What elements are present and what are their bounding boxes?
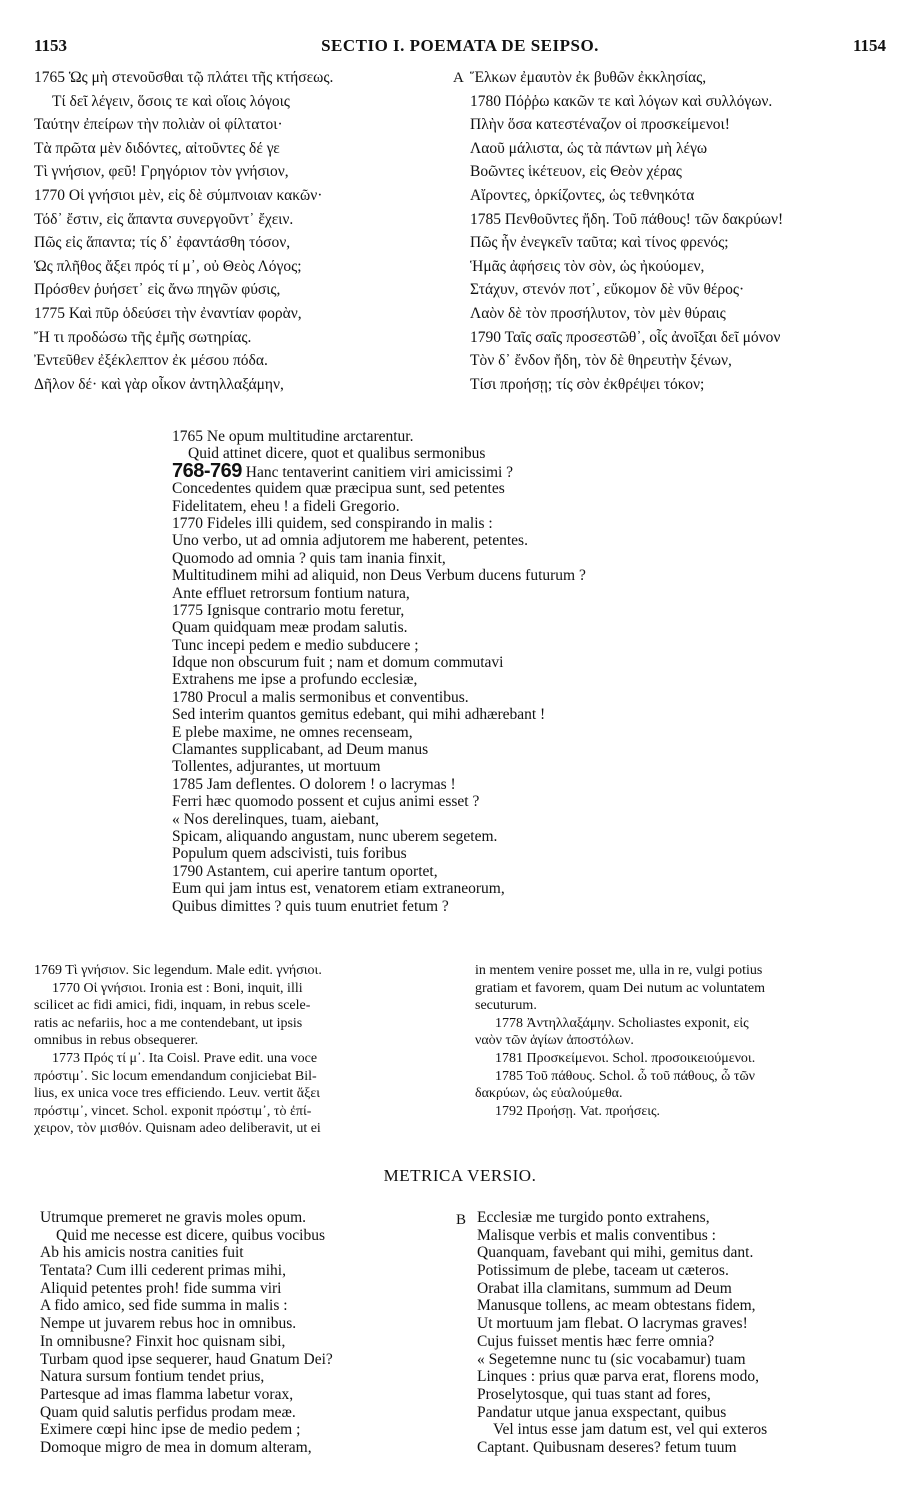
verse-line: 1765 Ne opum multitudine arctarentur. [172, 428, 414, 445]
greek-verse-line: Πῶς εἰς ἅπαντα; τίς δ᾽ ἐφαντάσθη τόσον, [34, 234, 291, 252]
verse-line: « Nos derelinques, tuam, aiebant, [172, 810, 380, 828]
footnote-line: χειρον, τὸν μισθόν. Quisnam adeo deliberavit, ut ei [34, 1121, 321, 1137]
greek-text-column-left [34, 66, 454, 396]
verse-line: Cujus fuisset mentis hæc ferre omnia? [477, 1332, 715, 1350]
greek-verse-line: Τίσι προήσῃ; τίς σὸν ἐκθρέψει τόκον; [470, 375, 705, 393]
verse-line: 1770 Fideles illi quidem, sed conspirando in malis : [172, 514, 493, 532]
verse-line: Tunc incepi pedem e medio subducere ; [172, 636, 419, 654]
verse-line: Natura sursum fontium tendet prius, [40, 1368, 265, 1386]
column-marker-b: B [456, 1212, 467, 1228]
verse-line: Proselytosque, qui tuas stant ad fores, [477, 1385, 711, 1403]
verse-line: Quanquam, favebant qui mihi, gemitus dant. [477, 1244, 754, 1262]
footnote-line: 1773 Πρός τί μ᾽. Ita Coisl. Prave edit. una voce [52, 1050, 318, 1066]
page-number-right: 1154 [852, 36, 886, 55]
verse-line: Nempe ut juvarem rebus hoc in omnibus. [40, 1315, 297, 1333]
verse-line: Eximere cœpi hinc ipse de medio pedem ; [40, 1421, 301, 1439]
verse-line: Tentata? Cum illi cederent primas mihi, [40, 1262, 286, 1280]
footnote-line: lius, ex unica voce tres efficiendo. Leuv. vertit ἄξει [34, 1086, 321, 1102]
footnote-line: scilicet ac fidi amici, fidi, inquam, in rebus scele- [34, 998, 311, 1014]
latin-prose-translation [172, 428, 772, 915]
metrical-version-column-right [477, 1209, 897, 1457]
greek-verse-line: Αἴροντες, ὁρκίζοντες, ὡς τεθνηκότα [470, 186, 695, 204]
footnote-line: ratis ac nefariis, hoc a me contendebant, ut ipsis [34, 1015, 303, 1031]
verse-line: Tollentes, adjurantes, ut mortuum [172, 758, 381, 776]
verse-line: Ante effluet retrorsum fontium natura, [172, 584, 410, 602]
greek-text-column-right [470, 66, 890, 396]
footnote-line: 1781 Προσκείμενοι. Schol. προσοικειούμενοι. [495, 1050, 756, 1066]
verse-line: Potissimum de plebe, taceam ut cæteros. [477, 1262, 729, 1280]
footnote-line: omnibus in rebus obsequerer. [34, 1033, 199, 1049]
verse-line: Aliquid petentes proh! fide summa viri [40, 1279, 282, 1297]
footnote-line: πρόστιμ᾽, vincet. Schol. exponit πρόστιμ᾽, τὸ ἐπί- [34, 1103, 312, 1119]
footnote-line: secuturum. [475, 998, 537, 1014]
verse-line: 1785 Jam deflentes. O dolorem ! o lacrymas ! [172, 775, 456, 793]
verse-line: 1780 Procul a malis sermonibus et conventibus. [172, 688, 469, 706]
greek-verse-line: 1785 Πενθοῦντες ἤδη. Τοῦ πάθους! τῶν δακρύων! [470, 210, 784, 228]
greek-verse-line: Στάχυν, στενόν ποτ᾽, εὔκομον δὲ νῦν θέρος· [470, 281, 745, 299]
greek-verse-line: Τὸν δ᾽ ἔνδον ἤδη, τὸν δὲ θηρευτὴν ξένων, [470, 352, 732, 370]
verse-line: Ut mortuum jam flebat. O lacrymas graves! [477, 1315, 748, 1333]
verse-line: Ab his amicis nostra canities fuit [40, 1244, 244, 1262]
greek-verse-line: Πρόσθεν ῥυήσετ᾽ εἰς ἄνω πηγῶν φύσις, [34, 281, 281, 299]
greek-verse-line: Τόδ᾽ ἔστιν, εἰς ἅπαντα συνεργοῦντ᾽ ἔχειν. [34, 210, 294, 228]
verse-line: Uno verbo, ut ad omnia adjutorem me haberent, petentes. [172, 532, 528, 550]
footnote-line: πρόστιμ᾽. Sic locum emendandum conjiciebat Bil- [34, 1068, 317, 1084]
footnote-line: δακρύων, ὡς εὐαλούμεθα. [475, 1086, 623, 1102]
metrical-version-column-left [40, 1209, 460, 1457]
greek-verse-line: Πῶς ἦν ἐνεγκεῖν ταῦτα; καὶ τίνος φρενός; [470, 234, 729, 252]
footnotes-column-left [34, 962, 454, 1138]
greek-verse-line: Ἐντεῦθεν ἐξέκλεπτον ἐκ μέσου πόδα. [34, 352, 268, 370]
greek-verse-line: Ὡς πλῆθος ἄξει πρός τί μ᾽, οὐ Θεὸς Λόγος; [34, 257, 302, 275]
verse-line: Concedentes quidem quæ præcipua sunt, sed petentes [172, 480, 505, 498]
verse-line: Idque non obscurum fuit ; nam et domum commutavi [172, 654, 504, 672]
verse-line: Quid attinet dicere, quot et qualibus sermonibus [188, 445, 486, 463]
footnote-line: gratiam et favorem, quam Dei nutum ac voluntatem [475, 980, 766, 996]
verse-line: Turbam quod ipse sequerer, haud Gnatum Dei? [40, 1350, 333, 1368]
greek-verse-line: Ἕλκων ἐμαυτὸν ἐκ βυθῶν ἐκκλησίας, [470, 69, 707, 86]
verse-line: Pandatur utque janua exspectant, quibus [477, 1403, 727, 1421]
verse-line: Multitudinem mihi ad aliquid, non Deus Verbum ducens futurum ? [172, 567, 586, 585]
verse-line: Linques : prius quæ parva erat, florens modo, [477, 1368, 759, 1386]
greek-verse-line: Ἡμᾶς ἀφήσεις τὸν σὸν, ὡς ἠκούομεν, [470, 257, 705, 275]
verse-line: Quam quidquam meæ prodam salutis. [172, 619, 408, 637]
verse-line: Orabat illa clamitans, summum ad Deum [477, 1279, 732, 1297]
verse-line: 1790 Astantem, cui aperire tantum oportet, [172, 862, 438, 880]
greek-verse-line: Ἤ τι προδώσω τῆς ἐμῆς σωτηρίας. [34, 328, 252, 346]
verse-line: Malisque verbis et malis conventibus : [477, 1226, 716, 1244]
column-marker-a: A [453, 70, 464, 86]
page-header [34, 36, 886, 58]
greek-verse-line: 1790 Ταῖς σαῖς προσεστῶθ᾽, οἷς ἀνοῖξαι δεῖ μόνον [470, 328, 781, 346]
verse-line: Quid me necesse est dicere, quibus vocibus [56, 1226, 326, 1244]
verse-line: Quam quid salutis perfidus prodam meæ. [40, 1403, 296, 1421]
footnote-line: 1770 Οἱ γνήσιοι. Ironia est : Boni, inquit, illi [52, 980, 303, 996]
verse-line: In omnibusne? Finxit hoc quisnam sibi, [40, 1332, 286, 1350]
greek-verse-line: Τὶ γνήσιον, φεῦ! Γρηγόριον τὸν γνήσιον, [34, 163, 289, 181]
verse-line: Domoque migro de mea in domum alteram, [40, 1438, 312, 1456]
verse-line: A fido amico, sed fide summa in malis : [40, 1297, 288, 1315]
verse-line: Clamantes supplicabant, ad Deum manus [172, 741, 429, 759]
verse-line: Quibus dimittes ? quis tuum enutriet fetum ? [172, 897, 449, 915]
footnote-line: in mentem venire posset me, ulla in re, vulgi potius [475, 963, 763, 978]
greek-verse-line: 1770 Οἱ γνήσιοι μὲν, εἰς δὲ σύμπνοιαν κακῶν· [34, 186, 323, 204]
greek-verse-line: 1765 Ὡς μὴ στενοῦσθαι τῷ πλάτει τῆς κτήσεως. [34, 69, 334, 86]
verse-line: Fidelitatem, eheu ! a fideli Gregorio. [172, 497, 400, 515]
verse-line [172, 459, 772, 482]
verse-line: Partesque ad imas flamma labetur vorax, [40, 1385, 294, 1403]
running-title: SECTIO I. POEMATA DE SEIPSO. [321, 36, 599, 55]
footnote-line: 1778 Ἀντηλλαξάμην. Scholiastes exponit, εἰς [495, 1015, 749, 1031]
greek-verse-line: Πλὴν ὅσα κατεστέναζον οἱ προσκείμενοι! [470, 116, 730, 134]
greek-verse-line: Τὰ πρῶτα μὲν διδόντες, αἰτοῦντες δέ γε [34, 139, 280, 157]
verse-line: Sed interim quantos gemitus edebant, qui mihi adhærebant ! [172, 706, 546, 724]
footnote-line: 1785 Τοῦ πάθους. Schol. ὦ τοῦ πάθους, ὦ τῶν [495, 1068, 755, 1084]
footnote-line: ναὸν τῶν ἁγίων ἀποστόλων. [475, 1033, 634, 1049]
page-number-left: 1153 [34, 36, 68, 55]
verse-line: E plebe maxime, ne omnes recenseam, [172, 723, 413, 741]
footnote-line: 1792 Προήσῃ. Vat. προήσεις. [495, 1103, 661, 1119]
greek-verse-line: 1775 Καὶ πῦρ ὁδεύσει τὴν ἐναντίαν φορὰν, [34, 304, 302, 322]
verse-line: 1775 Ignisque contrario motu feretur, [172, 601, 405, 619]
verse-line: Manusque tollens, ac meam obtestans fidem, [477, 1297, 756, 1315]
section-heading: METRICA VERSIO. [383, 1166, 537, 1185]
verse-line: « Segetemne nunc tu (sic vocabamur) tuam [477, 1350, 746, 1368]
greek-verse-line: Βοῶντες ἱκέτευον, εἰς Θεὸν χέρας [470, 163, 682, 181]
verse-line: Spicam, aliquando angustam, nunc uberem segetem. [172, 827, 498, 845]
verse-line: Ferri hæc quomodo possent et cujus animi esset ? [172, 793, 480, 811]
footnotes-column-right [475, 962, 895, 1120]
footnote-line: 1769 Τὶ γνήσιον. Sic legendum. Male edit. γνήσιοι. [34, 963, 322, 978]
verse-line: Utrumque premeret ne gravis moles opum. [40, 1209, 307, 1226]
verse-line: Eum qui jam intus est, venatorem etiam extraneorum, [172, 880, 505, 898]
greek-verse-line: Τί δεῖ λέγειν, ὅσοις τε καὶ οἵοις λόγοις [52, 92, 290, 110]
verse-line: Captant. Quibusnam deseres? fetum tuum [477, 1438, 737, 1456]
verse-line: Extrahens me ipse a profundo ecclesiæ, [172, 671, 418, 689]
verse-line: Populum quem adscivisti, tuis foribus [172, 845, 407, 863]
verse-line: Quomodo ad omnia ? quis tam inania finxit, [172, 549, 446, 567]
line-number-range: 768-769 [172, 459, 242, 482]
verse-line: Vel intus esse jam datum est, vel qui exteros [493, 1421, 768, 1439]
greek-verse-line: 1780 Πόῤῥω κακῶν τε καὶ λόγων καὶ συλλόγων. [470, 92, 773, 110]
greek-verse-line: Λαοῦ μάλιστα, ὡς τὰ πάντων μὴ λέγω [470, 139, 708, 157]
greek-verse-line: Δῆλον δέ· καὶ γὰρ οἶκον ἀντηλλαξάμην, [34, 375, 284, 393]
greek-verse-line: Λαὸν δὲ τὸν προσήλυτον, τὸν μὲν θύραις [470, 304, 726, 322]
greek-verse-line: Ταύτην ἐπείρων τὴν πολιὰν οἱ φίλτατοι· [34, 116, 283, 134]
verse-line: Ecclesiæ me turgido ponto extrahens, [477, 1209, 710, 1226]
verse-text: Hanc tentaverint canitiem viri amicissimi ? [241, 463, 514, 481]
